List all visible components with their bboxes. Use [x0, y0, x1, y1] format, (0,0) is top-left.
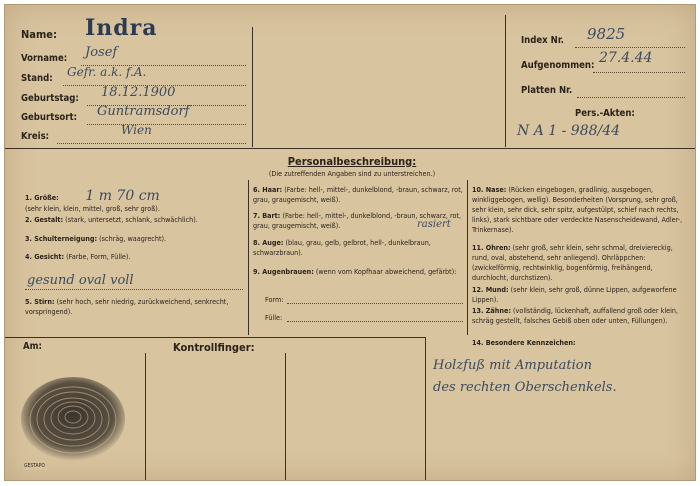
pers-akten-label: Pers.-Akten:	[575, 108, 635, 119]
column-divider-1	[248, 180, 249, 335]
item-augenbrauen: 9. Augenbrauen: (wenn vom Kopfhaar abweichend, gefärbt):	[253, 267, 457, 276]
item-nase: 10. Nase: (Rücken eingebogen, gradlinig, ausgebogen, winkliggebogen, wellig). Besonderheiten (Vorsprung, sehr groß, sehr klein, sehr dick, sehr spitz, aufgestülpt, schief nach rechts, links), stark sichtbare oder verdeckte Nasenscheidewand, Adler-, Trinkernase).	[472, 185, 683, 234]
item-gesicht: 4. Gesicht: (Farbe, Form, Fülle).	[25, 252, 131, 261]
stand-value: Gefr. a.k. f.A.	[67, 65, 147, 79]
item-bart: 7. Bart: (Farbe: hell-, mittel-, dunkelblond, -braun, schwarz, rot, grau, graugemischt, weiß).	[253, 211, 462, 230]
kreis-value: Wien	[121, 123, 152, 137]
aufgenommen-label: Aufgenommen:	[521, 60, 595, 71]
item-auge: 8. Auge: (blau, grau, gelb, gelbrot, hell-, dunkelbraun, schwarzbraun).	[253, 238, 431, 257]
kennzeichen-value: Holzfuß mit Amputation des rechten Oberschenkels.	[433, 358, 617, 395]
form-label: Form:	[265, 295, 284, 304]
item-gestalt: 2. Gestalt: (stark, untersetzt, schlank, schwächlich).	[25, 215, 198, 224]
name-label: Name:	[21, 28, 57, 41]
fingerprint-image	[17, 373, 129, 473]
groesse-value: 1 m 70 cm	[85, 188, 160, 204]
item-besondere-kennzeichen: 14. Besondere Kennzeichen:	[472, 338, 576, 347]
pers-akten-value: N A 1 - 988/44	[517, 123, 621, 139]
platten-label: Platten Nr.	[521, 85, 573, 96]
vorname-value: Josef	[85, 45, 118, 60]
vorname-label: Vorname:	[21, 53, 68, 64]
kontrollfinger-label: Kontrollfinger:	[173, 341, 255, 354]
aufgenommen-value: 27.4.44	[599, 50, 653, 66]
geburtsort-label: Geburtsort:	[21, 112, 78, 123]
gesicht-value: gesund oval voll	[27, 273, 134, 288]
fuelle-label: Fülle:	[265, 313, 283, 322]
footer-top-line	[5, 337, 425, 338]
finger-divider-1	[145, 353, 146, 480]
header-divider-2	[505, 15, 506, 147]
bart-value: rasiert	[417, 219, 451, 230]
item-mund: 12. Mund: (sehr klein, sehr groß, dünne Lippen, aufgeworfene Lippen).	[472, 285, 677, 304]
stand-label: Stand:	[21, 73, 53, 84]
personal-record-card	[4, 4, 696, 481]
section-subtitle: (Die zutreffenden Angaben sind zu unterstreichen.)	[268, 169, 436, 178]
geburtsort-value: Guntramsdorf	[97, 104, 190, 119]
index-value: 9825	[587, 25, 626, 43]
item-schulterneigung: 3. Schulterneigung: (schräg, waagrecht).	[25, 234, 167, 243]
geburtstag-label: Geburtstag:	[21, 93, 79, 104]
stamp-text: GESTAPO	[24, 463, 45, 469]
header-divider-1	[252, 27, 253, 147]
finger-divider-2	[285, 353, 286, 480]
index-label: Index Nr.	[521, 35, 564, 46]
item-ohren: 11. Ohren: (sehr groß, sehr klein, sehr schmal, dreiviereckig, rund, oval, abstehend, sehr anliegend). Ohrläppchen: (zwickelförmig, rechtwinklig, bogenförmig, freihängend, durchlocht, durchstizen).	[472, 243, 673, 282]
item-groesse: 1. Größe: 1 m 70 cm (sehr klein, klein, mittel, groß, sehr groß).	[25, 188, 160, 213]
name-value: Indra	[85, 15, 158, 41]
item-haar: 6. Haar: (Farbe: hell-, mittel-, dunkelblond, -braun, schwarz, rot, grau, graugemischt, weiß).	[253, 185, 463, 204]
am-label: Am:	[23, 341, 42, 352]
section-title: Personalbeschreibung:	[287, 155, 417, 168]
item-zaehne: 13. Zähne: (vollständig, lückenhaft, auffallend groß oder klein, schräg gestellt, falsches Gebiß oben oder unten, Füllungen).	[472, 306, 679, 325]
column-divider-2	[467, 180, 468, 335]
kreis-label: Kreis:	[21, 131, 50, 142]
finger-divider-3	[425, 337, 426, 480]
item-stirn: 5. Stirn: (sehr hoch, sehr niedrig, zurückweichend, senkrecht, vorspringend).	[25, 297, 229, 316]
geburtstag-value: 18.12.1900	[101, 85, 176, 100]
header-bottom-line	[5, 148, 695, 149]
